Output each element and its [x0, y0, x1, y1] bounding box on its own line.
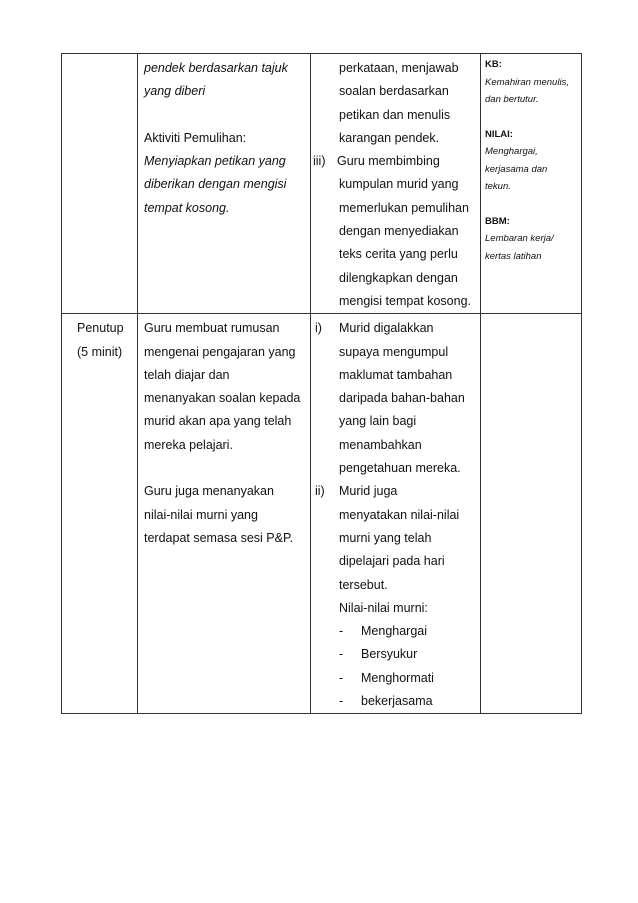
text-line: petikan dan menulis	[339, 107, 451, 122]
dash-bullet: -	[339, 670, 344, 685]
teacher-activity-cell	[138, 54, 311, 314]
dash-bullet: -	[339, 624, 344, 639]
notes-cell	[481, 54, 582, 314]
text-line: dengan menyediakan	[339, 224, 459, 239]
text-line: mengenai pengajaran yang	[144, 344, 296, 359]
text-line: murid akan apa yang telah	[144, 414, 292, 429]
student-activity-cell	[311, 314, 481, 714]
text-line: telah diajar dan	[144, 367, 230, 382]
list-number: iii)	[313, 154, 326, 169]
text-line: menanyakan soalan kepada	[144, 391, 301, 406]
bbm-text: kertas latihan	[485, 250, 542, 262]
kb-text: Kemahiran menulis,	[485, 76, 569, 88]
text-line: supaya mengumpul	[339, 344, 449, 359]
teacher-activity-cell	[138, 314, 311, 714]
text-line: memerlukan pemulihan	[339, 200, 469, 215]
text-line: menambahkan	[339, 437, 422, 452]
table-row	[62, 314, 582, 714]
list-item	[311, 150, 476, 173]
list-number: ii)	[315, 484, 325, 499]
student-activity-cell	[311, 54, 481, 314]
nilai-label: NILAI:	[485, 128, 513, 140]
text-line: Murid digalakkan	[339, 321, 434, 336]
value-item	[311, 690, 476, 713]
stage-cell	[62, 314, 138, 714]
dash-bullet: -	[339, 694, 344, 709]
bbm-text: Lembaran kerja/	[485, 233, 554, 244]
text-line: kumpulan murid yang	[339, 177, 459, 192]
text-line: soalan berdasarkan	[339, 84, 449, 99]
text-line: karangan pendek.	[339, 130, 440, 145]
nilai-text: kerjasama dan	[485, 163, 548, 175]
list-number: i)	[315, 321, 322, 336]
dash-bullet: -	[339, 647, 344, 662]
list-item	[311, 480, 476, 503]
value-text: bekerjasama	[361, 694, 433, 709]
text-line: pengetahuan mereka.	[339, 461, 461, 476]
text-line: mengisi tempat kosong.	[339, 293, 472, 308]
value-item	[311, 643, 476, 666]
stage-duration: (5 minit)	[77, 344, 123, 359]
value-text: Bersyukur	[361, 647, 418, 662]
notes-cell-empty	[481, 314, 582, 714]
text-line: yang diberi	[144, 84, 206, 99]
text-line: perkataan, menjawab	[339, 61, 459, 75]
text-line: Menyiapkan petikan yang	[144, 154, 286, 169]
text-line: tersebut.	[339, 577, 388, 592]
value-item	[311, 620, 476, 643]
text-line: dilengkapkan dengan	[339, 270, 458, 285]
nilai-text: Menghargai,	[485, 146, 538, 157]
text-line: dipelajari pada hari	[339, 554, 445, 569]
stage-cell-empty	[62, 54, 138, 314]
text-line: nilai-nilai murni yang	[144, 507, 258, 522]
text-line: Guru juga menanyakan	[144, 484, 274, 499]
remedial-heading: Aktiviti Pemulihan:	[144, 130, 247, 145]
kb-text: dan bertutur.	[485, 94, 539, 105]
text-line: teks cerita yang perlu	[339, 247, 458, 262]
text-line: yang lain bagi	[339, 414, 417, 429]
kb-label: KB:	[485, 59, 502, 70]
text-line: pendek berdasarkan tajuk	[144, 61, 288, 75]
bbm-label: BBM:	[485, 215, 510, 227]
text-line: mereka pelajari.	[144, 437, 233, 452]
value-item	[311, 667, 476, 690]
text-line: Murid juga	[339, 484, 398, 499]
text-line: tempat kosong.	[144, 200, 230, 215]
text-line: Guru membuat rumusan	[144, 321, 280, 336]
text-line: Guru membimbing	[337, 154, 440, 169]
text-line: menyatakan nilai-nilai	[339, 507, 460, 522]
text-line: diberikan dengan mengisi	[144, 177, 287, 192]
value-text: Menghormati	[361, 670, 434, 685]
lesson-plan-table	[61, 53, 582, 714]
list-item	[311, 317, 476, 340]
nilai-text: tekun.	[485, 181, 511, 192]
table-row	[62, 54, 582, 314]
value-text: Menghargai	[361, 624, 428, 639]
text-line: daripada bahan-bahan	[339, 391, 465, 406]
text-line: terdapat semasa sesi P&P.	[144, 530, 294, 545]
text-line: maklumat tambahan	[339, 367, 453, 382]
text-line: murni yang telah	[339, 530, 432, 545]
stage-name: Penutup	[77, 321, 124, 336]
values-heading: Nilai-nilai murni:	[339, 600, 428, 615]
